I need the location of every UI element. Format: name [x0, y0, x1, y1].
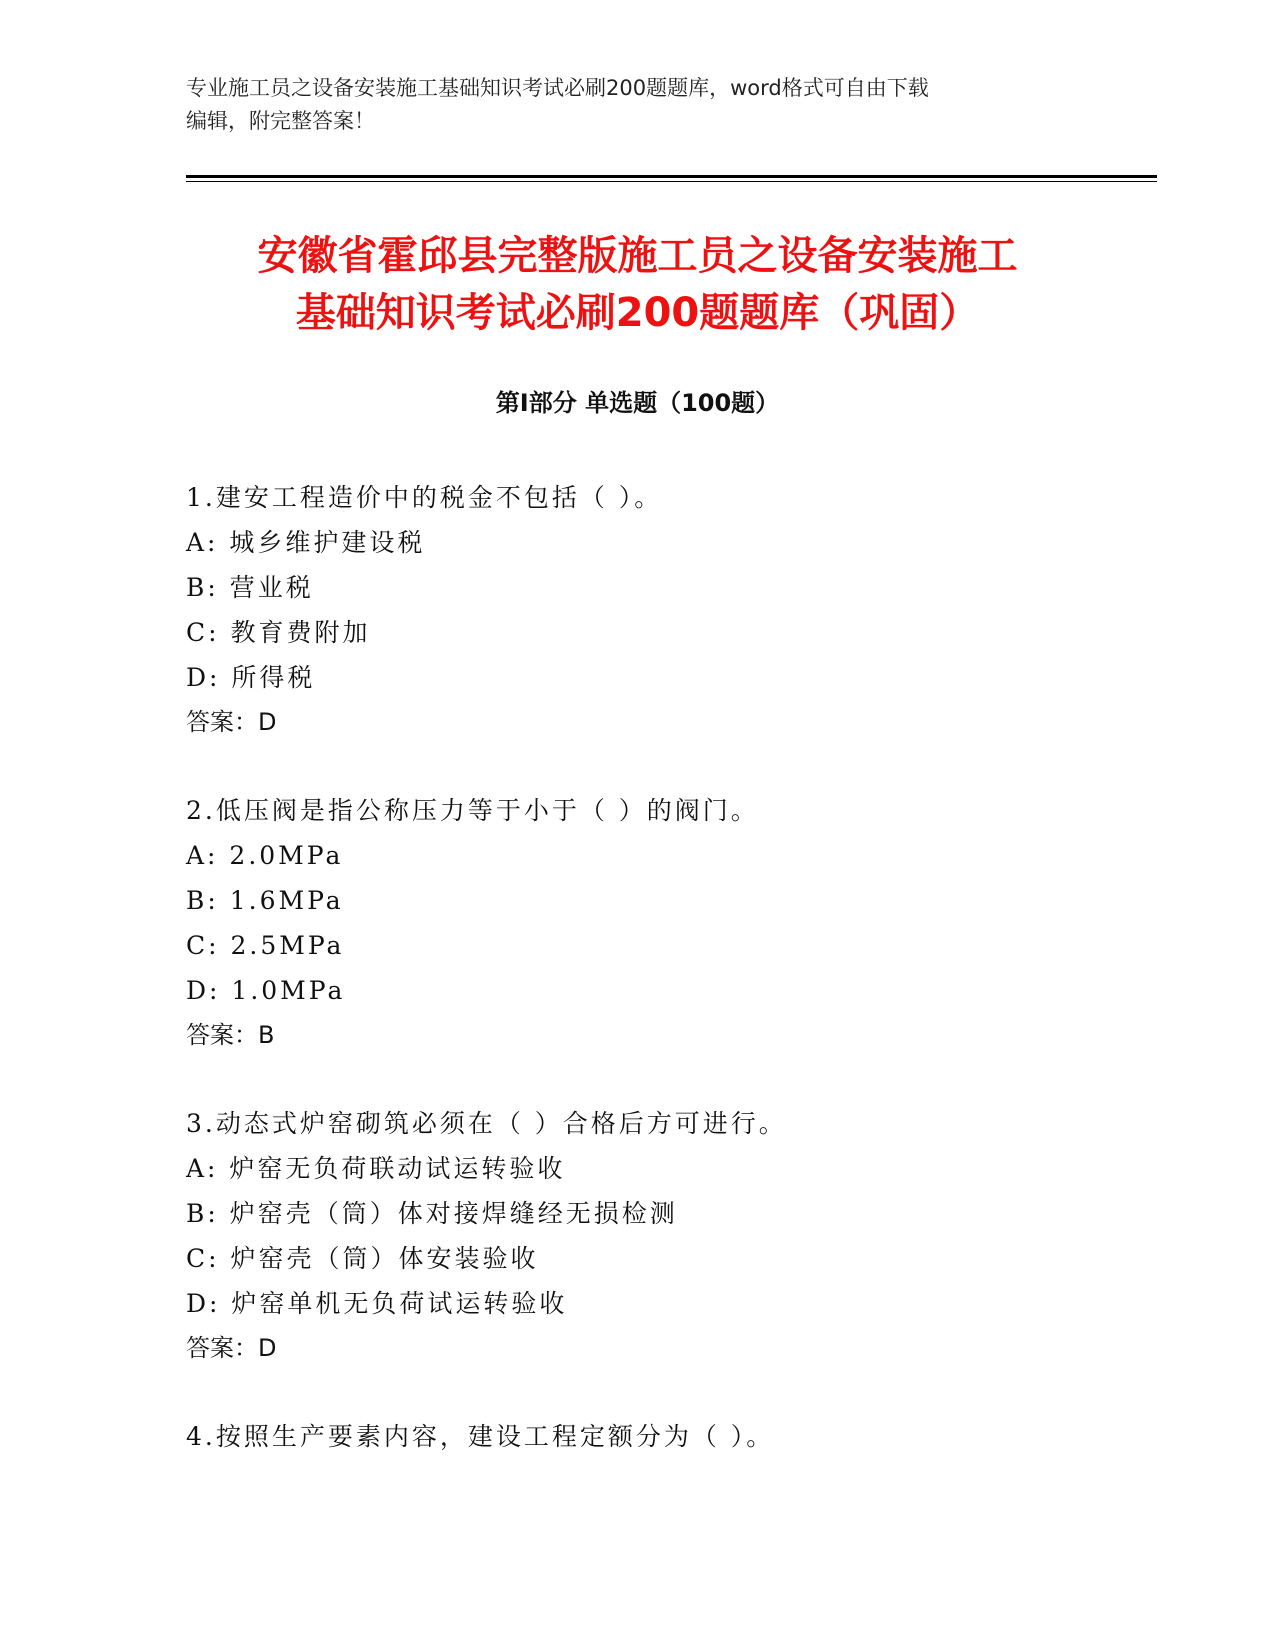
option-d: D: 所得税 — [186, 663, 316, 692]
option-b: B: 1.6MPa — [186, 886, 344, 915]
question-stem: 1.建安工程造价中的税金不包括（ ）。 — [186, 483, 663, 512]
header-note-line2: 编辑，附完整答案！ — [186, 109, 375, 133]
option-b: B: 营业税 — [186, 573, 314, 602]
document-title-line1: 安徽省霍邱县完整版施工员之设备安装施工 — [257, 233, 1018, 279]
question-stem: 2.低压阀是指公称压力等于小于（ ）的阀门。 — [186, 796, 759, 825]
option-a: A: 城乡维护建设税 — [186, 528, 426, 557]
option-c: C: 教育费附加 — [186, 618, 371, 647]
option-b: B: 炉窑壳（筒）体对接焊缝经无损检测 — [186, 1199, 678, 1228]
option-a: A: 2.0MPa — [186, 841, 344, 870]
answer: 答案：D — [186, 708, 277, 736]
header-note — [186, 72, 1086, 138]
option-c: C: 2.5MPa — [186, 931, 345, 960]
option-d: D: 1.0MPa — [186, 976, 346, 1005]
document-title — [140, 228, 1135, 342]
section-heading: 第Ⅰ部分 单选题（100题） — [495, 389, 780, 417]
question-2 — [186, 788, 1146, 1058]
option-a: A: 炉窑无负荷联动试运转验收 — [186, 1154, 566, 1183]
header-rule-thick — [186, 175, 1157, 178]
question-stem: 4.按照生产要素内容，建设工程定额分为（ ）。 — [186, 1422, 775, 1451]
option-c: C: 炉窑壳（筒）体安装验收 — [186, 1244, 539, 1273]
header-note-line1: 专业施工员之设备安装施工基础知识考试必刷200题题库，word格式可自由下载 — [186, 76, 929, 100]
answer: 答案：D — [186, 1334, 277, 1362]
answer: 答案：B — [186, 1021, 275, 1049]
question-list — [186, 475, 1146, 1502]
question-1 — [186, 475, 1146, 745]
document-title-line2: 基础知识考试必刷200题题库（巩固） — [295, 290, 980, 336]
question-stem: 3.动态式炉窑砌筑必须在（ ）合格后方可进行。 — [186, 1109, 787, 1138]
header-rule-thin — [186, 181, 1157, 182]
option-d: D: 炉窑单机无负荷试运转验收 — [186, 1289, 568, 1318]
question-3 — [186, 1101, 1146, 1371]
question-4 — [186, 1414, 1146, 1459]
